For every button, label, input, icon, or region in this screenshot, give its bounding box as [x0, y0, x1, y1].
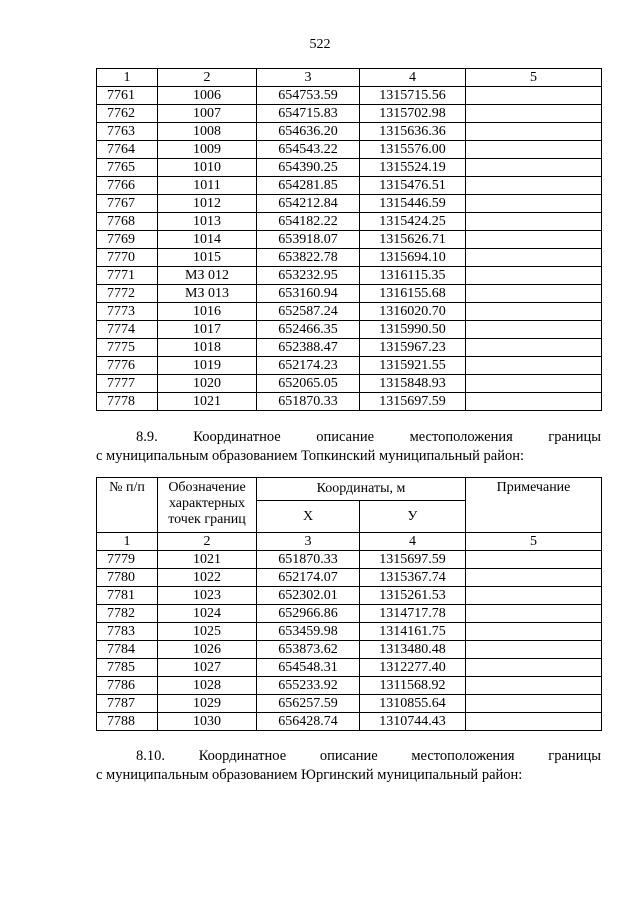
table-cell: 1029 [158, 695, 257, 713]
table-cell [466, 605, 602, 623]
table-cell: 1310855.64 [360, 695, 466, 713]
table-cell: 1315715.56 [360, 87, 466, 105]
table-row [97, 123, 602, 141]
table-cell: 652174.23 [257, 357, 360, 375]
table-cell: 1315524.19 [360, 159, 466, 177]
table-row [97, 249, 602, 267]
header-cell-x: Х [257, 501, 360, 533]
table-row [97, 105, 602, 123]
table-cell [466, 213, 602, 231]
table-cell: 1027 [158, 659, 257, 677]
table-cell [466, 105, 602, 123]
table-cell: 654212.84 [257, 195, 360, 213]
coordinates-table-continued [96, 68, 602, 411]
table-cell: 1315626.71 [360, 231, 466, 249]
paragraph-word: границы [548, 748, 601, 764]
table-cell: 653918.07 [257, 231, 360, 249]
table-cell: 655233.92 [257, 677, 360, 695]
table-cell: 7782 [97, 605, 158, 623]
table-cell: 7774 [97, 321, 158, 339]
header-cell: 3 [257, 533, 360, 551]
table-cell: 652966.86 [257, 605, 360, 623]
table-cell: 1314161.75 [360, 623, 466, 641]
table-cell: 1315476.51 [360, 177, 466, 195]
paragraph-word: границы [548, 429, 601, 445]
header-cell: 5 [466, 533, 602, 551]
table-cell: 7763 [97, 123, 158, 141]
table-cell: 1315446.59 [360, 195, 466, 213]
table-row [97, 623, 602, 641]
header-cell: 3 [257, 69, 360, 87]
table-row [97, 231, 602, 249]
paragraph-word: описание [319, 748, 378, 764]
table-cell: 7773 [97, 303, 158, 321]
table-cell: 1315848.93 [360, 375, 466, 393]
paragraph-line: с муниципальным образованием Топкинский муниципальный район: [96, 448, 525, 464]
table-cell: 652388.47 [257, 339, 360, 357]
table-cell: 1022 [158, 569, 257, 587]
table-cell: 1018 [158, 339, 257, 357]
header-cell-y: У [360, 501, 466, 533]
table-cell [466, 677, 602, 695]
table-cell: 1021 [158, 551, 257, 569]
table-cell: 1024 [158, 605, 257, 623]
table-cell [466, 177, 602, 195]
table-cell: 1012 [158, 195, 257, 213]
table-cell: 1311568.92 [360, 677, 466, 695]
table-cell: 1013 [158, 213, 257, 231]
section-8-10-paragraph [96, 747, 601, 785]
table-cell: 1315697.59 [360, 551, 466, 569]
table-body [97, 551, 602, 731]
table-cell: 7787 [97, 695, 158, 713]
table-cell: 1006 [158, 87, 257, 105]
table-row [97, 141, 602, 159]
table-cell: 654182.22 [257, 213, 360, 231]
coordinates-table-topki [96, 477, 602, 731]
table-cell: 1014 [158, 231, 257, 249]
table-cell: 7762 [97, 105, 158, 123]
table-cell: 1315576.00 [360, 141, 466, 159]
table-cell: 652065.05 [257, 375, 360, 393]
table-cell: МЗ 013 [158, 285, 257, 303]
header-cell-number: № п/п [97, 478, 158, 533]
table-cell: 1008 [158, 123, 257, 141]
table-cell [466, 141, 602, 159]
paragraph-line: с муниципальным образованием Юргинский муниципальный район: [96, 767, 523, 783]
table-cell: 7765 [97, 159, 158, 177]
table-cell [466, 285, 602, 303]
table-cell: 1010 [158, 159, 257, 177]
paragraph-word: Координатное [193, 429, 281, 445]
table-cell: 1023 [158, 587, 257, 605]
table-cell: 7768 [97, 213, 158, 231]
table-cell: 1315694.10 [360, 249, 466, 267]
table-cell [466, 623, 602, 641]
table-cell: 1315424.25 [360, 213, 466, 231]
table-cell [466, 231, 602, 249]
table-cell [466, 569, 602, 587]
header-cell: 1 [97, 533, 158, 551]
table-cell: 7770 [97, 249, 158, 267]
table-cell: 653822.78 [257, 249, 360, 267]
table-row [97, 375, 602, 393]
table-cell [466, 393, 602, 411]
table-cell [466, 551, 602, 569]
table-cell: 1016 [158, 303, 257, 321]
table-cell: 653459.98 [257, 623, 360, 641]
table-cell: 7769 [97, 231, 158, 249]
table-cell: 7766 [97, 177, 158, 195]
table-cell: 1030 [158, 713, 257, 731]
table-cell: 7775 [97, 339, 158, 357]
table-cell: 7764 [97, 141, 158, 159]
table-cell [466, 123, 602, 141]
table-row [97, 285, 602, 303]
table-cell: 654281.85 [257, 177, 360, 195]
table-cell [466, 87, 602, 105]
table-cell [466, 357, 602, 375]
paragraph-word: описание [316, 429, 375, 445]
table-row [97, 303, 602, 321]
table-row [97, 695, 602, 713]
header-cell: 4 [360, 69, 466, 87]
header-cell-designation: Обозначение характерных точек границ [158, 478, 257, 533]
table-cell: 7788 [97, 713, 158, 731]
table-cell: 7771 [97, 267, 158, 285]
table-cell: 653160.94 [257, 285, 360, 303]
table-row [97, 87, 602, 105]
table-cell: 1019 [158, 357, 257, 375]
header-cell: 2 [158, 69, 257, 87]
table-cell: 654390.25 [257, 159, 360, 177]
table-header-row [97, 69, 602, 87]
table-cell: МЗ 012 [158, 267, 257, 285]
table-cell [466, 267, 602, 285]
table-cell: 1026 [158, 641, 257, 659]
table-cell: 652466.35 [257, 321, 360, 339]
table-cell: 7785 [97, 659, 158, 677]
table-cell: 1020 [158, 375, 257, 393]
header-cell: 1 [97, 69, 158, 87]
table-cell [466, 339, 602, 357]
table-cell: 7778 [97, 393, 158, 411]
table-cell [466, 303, 602, 321]
table-cell: 1315697.59 [360, 393, 466, 411]
table-cell: 1313480.48 [360, 641, 466, 659]
table-cell: 652174.07 [257, 569, 360, 587]
table-cell: 1315990.50 [360, 321, 466, 339]
table-cell: 1312277.40 [360, 659, 466, 677]
table-row [97, 393, 602, 411]
table-row [97, 267, 602, 285]
header-cell-note: Примечание [466, 478, 602, 533]
header-cell-coordinates: Координаты, м [257, 478, 466, 501]
table-cell: 651870.33 [257, 393, 360, 411]
table-cell [466, 587, 602, 605]
table-cell: 653232.95 [257, 267, 360, 285]
table-cell: 1015 [158, 249, 257, 267]
table-cell: 1021 [158, 393, 257, 411]
table-cell: 654636.20 [257, 123, 360, 141]
table-cell [466, 659, 602, 677]
table-cell: 1316020.70 [360, 303, 466, 321]
table-numbering-row [97, 533, 602, 551]
table-cell: 1017 [158, 321, 257, 339]
table-cell: 1314717.78 [360, 605, 466, 623]
table-cell: 1007 [158, 105, 257, 123]
table-cell: 651870.33 [257, 551, 360, 569]
table-row [97, 339, 602, 357]
table-cell: 1315702.98 [360, 105, 466, 123]
table-row [97, 195, 602, 213]
section-8-9-paragraph [96, 428, 601, 466]
table-cell [466, 375, 602, 393]
table-cell: 652302.01 [257, 587, 360, 605]
table-row [97, 677, 602, 695]
table-row [97, 213, 602, 231]
table-cell: 7777 [97, 375, 158, 393]
table-cell: 7781 [97, 587, 158, 605]
table-cell [466, 641, 602, 659]
table-cell: 7784 [97, 641, 158, 659]
table-row [97, 551, 602, 569]
table-cell: 7779 [97, 551, 158, 569]
table-header-row [97, 478, 602, 501]
table-cell: 7783 [97, 623, 158, 641]
table-cell: 7772 [97, 285, 158, 303]
table-row [97, 605, 602, 623]
table-cell: 656257.59 [257, 695, 360, 713]
table-cell: 1315367.74 [360, 569, 466, 587]
table-row [97, 641, 602, 659]
table-cell [466, 195, 602, 213]
table-cell [466, 713, 602, 731]
table-cell: 1315636.36 [360, 123, 466, 141]
table-row [97, 587, 602, 605]
table-row [97, 713, 602, 731]
section-number: 8.9. [136, 429, 158, 445]
table-body [97, 87, 602, 411]
table-cell: 652587.24 [257, 303, 360, 321]
table-cell: 7780 [97, 569, 158, 587]
table-cell: 654715.83 [257, 105, 360, 123]
table-cell: 7767 [97, 195, 158, 213]
table-cell: 1315261.53 [360, 587, 466, 605]
table-cell: 1028 [158, 677, 257, 695]
table-cell [466, 695, 602, 713]
table-cell: 7786 [97, 677, 158, 695]
section-number: 8.10. [136, 748, 165, 764]
table-cell: 1316155.68 [360, 285, 466, 303]
table-cell: 653873.62 [257, 641, 360, 659]
table-cell [466, 249, 602, 267]
table-cell: 7776 [97, 357, 158, 375]
table-cell: 1315967.23 [360, 339, 466, 357]
table-row [97, 659, 602, 677]
table-cell [466, 159, 602, 177]
table-row [97, 569, 602, 587]
table-cell: 656428.74 [257, 713, 360, 731]
page-number: 522 [309, 37, 331, 52]
table-cell: 1310744.43 [360, 713, 466, 731]
header-cell: 4 [360, 533, 466, 551]
table-cell: 654753.59 [257, 87, 360, 105]
table-row [97, 159, 602, 177]
table-cell: 1316115.35 [360, 267, 466, 285]
table-cell: 654543.22 [257, 141, 360, 159]
table-cell: 654548.31 [257, 659, 360, 677]
table-row [97, 177, 602, 195]
table-cell [466, 321, 602, 339]
header-cell: 2 [158, 533, 257, 551]
header-cell: 5 [466, 69, 602, 87]
paragraph-word: Координатное [198, 748, 287, 764]
table-cell: 1025 [158, 623, 257, 641]
paragraph-word: местоположения [411, 748, 515, 764]
table-cell: 1315921.55 [360, 357, 466, 375]
paragraph-word: местоположения [409, 429, 513, 445]
table-cell: 7761 [97, 87, 158, 105]
table-row [97, 357, 602, 375]
table-cell: 1011 [158, 177, 257, 195]
table-row [97, 321, 602, 339]
table-cell: 1009 [158, 141, 257, 159]
